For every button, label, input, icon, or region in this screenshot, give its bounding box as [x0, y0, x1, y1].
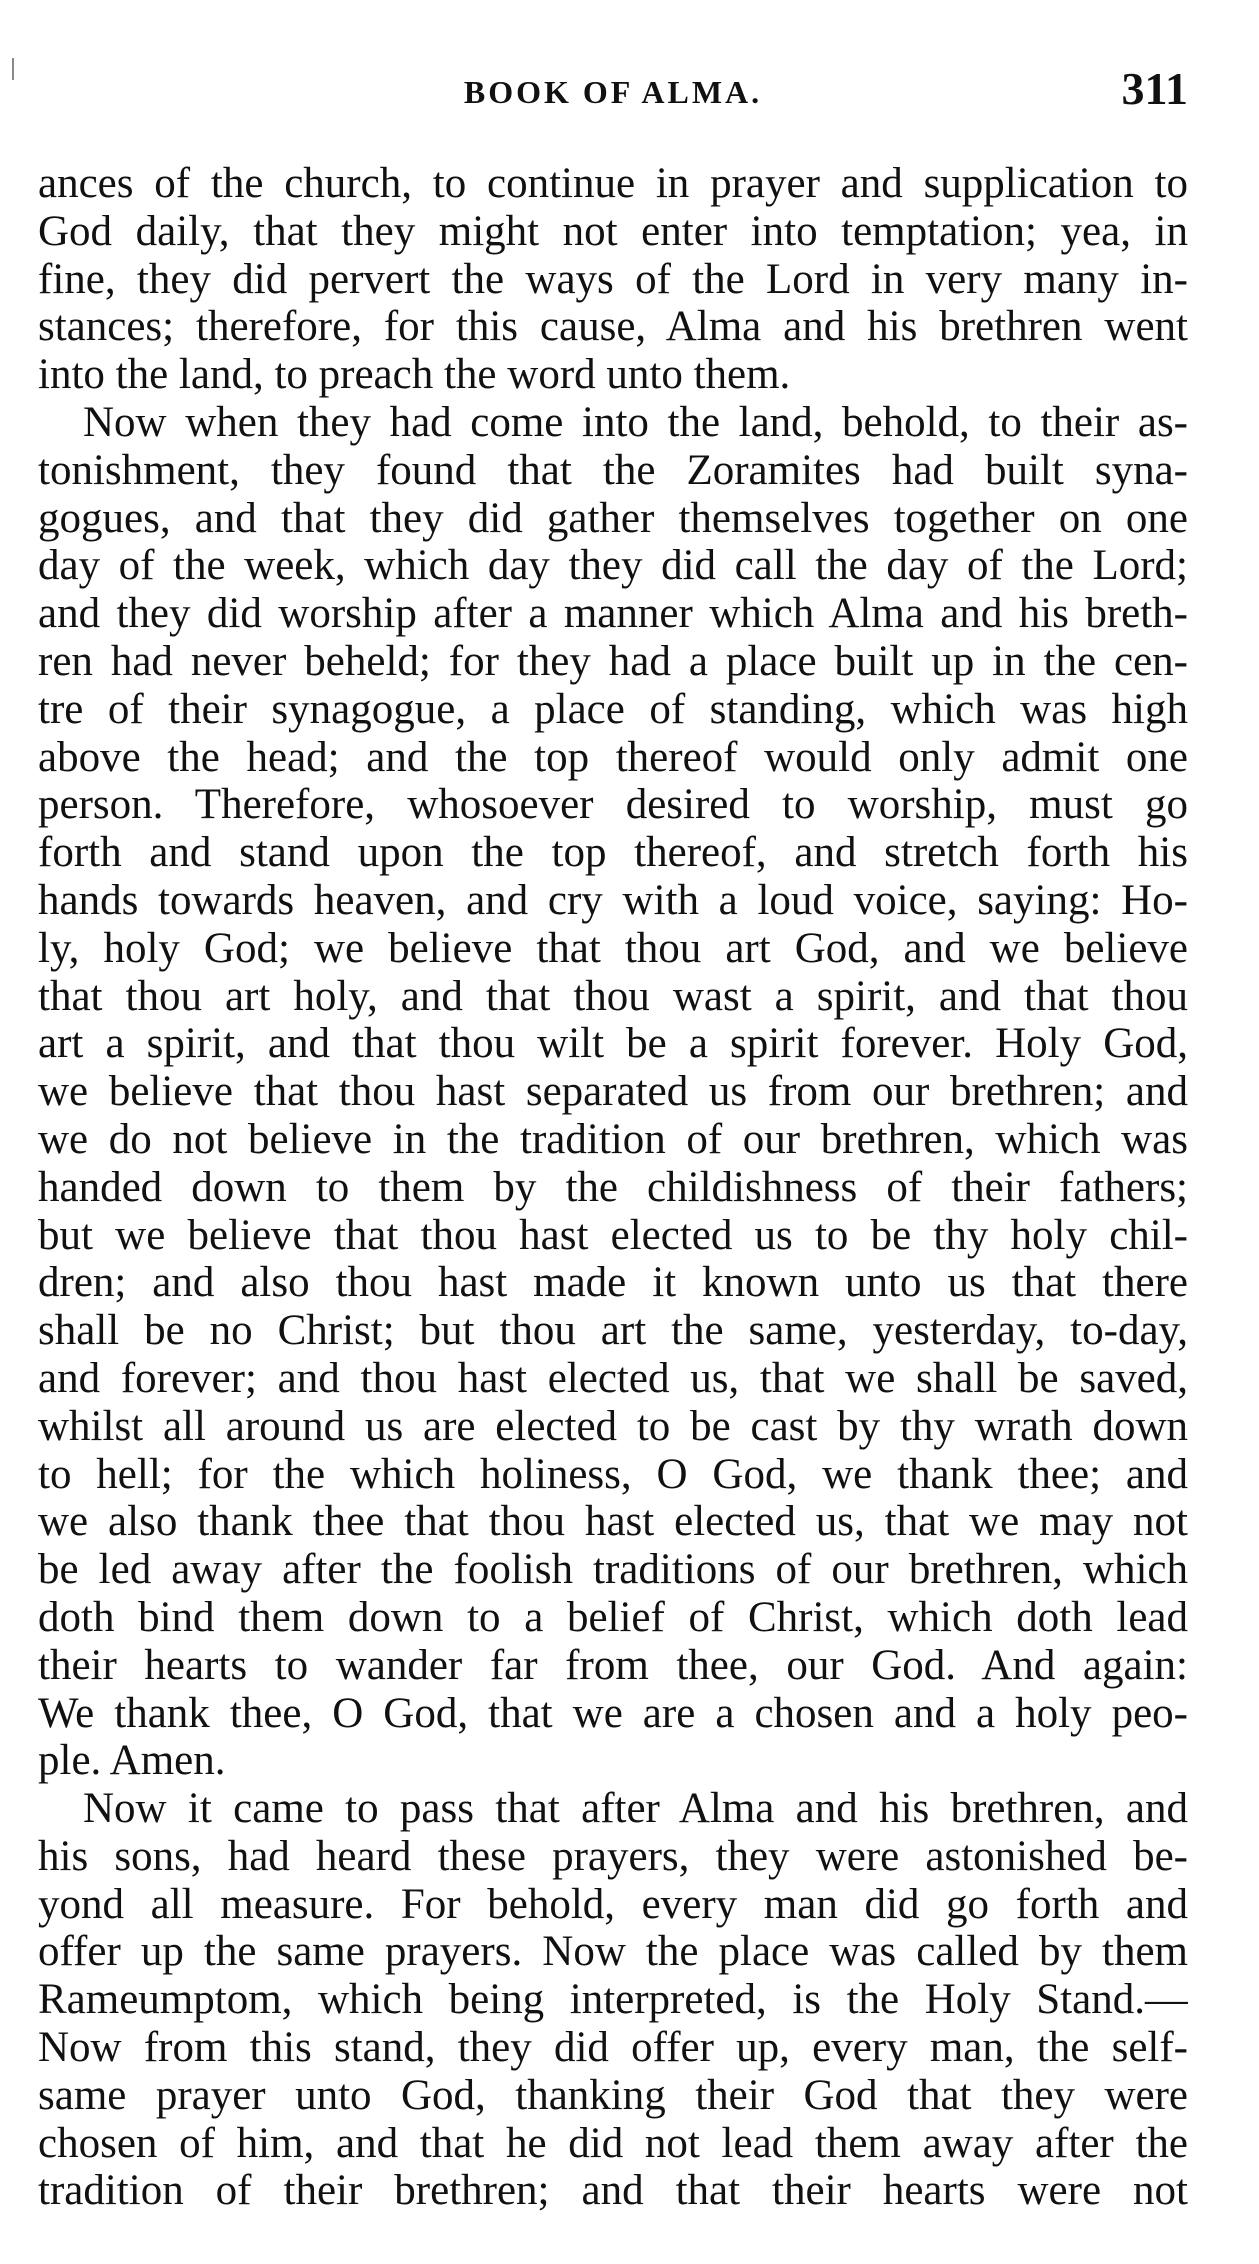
text-line: we also thank thee that thou hast elected us, that we may not — [38, 1498, 1188, 1546]
text-line: art a spirit, and that thou wilt be a spirit forever. Holy God, — [38, 1020, 1188, 1068]
text-line: day of the week, which day they did call the day of the Lord; — [38, 542, 1188, 590]
body-text — [38, 160, 1188, 2215]
text-line: whilst all around us are elected to be cast by thy wrath down — [38, 1402, 1188, 1450]
text-line: tonishment, they found that the Zoramites had built syna- — [38, 446, 1188, 494]
page-header — [38, 60, 1188, 120]
text-line: shall be no Christ; but thou art the same, yesterday, to-day, — [38, 1307, 1188, 1355]
text-line: we believe that thou hast separated us from our brethren; and — [38, 1068, 1188, 1116]
text-line: ren had never beheld; for they had a place built up in the cen- — [38, 637, 1188, 685]
text-line: gogues, and that they did gather themselves together on one — [38, 494, 1188, 542]
text-line: their hearts to wander far from thee, our God. And again: — [38, 1641, 1188, 1689]
text-line: ances of the church, to continue in prayer and supplication to — [38, 160, 1188, 207]
text-line: ple. Amen. — [38, 1737, 226, 1785]
text-line: offer up the same prayers. Now the place was called by them — [38, 1928, 1188, 1976]
text-line: we do not believe in the tradition of our brethren, which was — [38, 1115, 1188, 1163]
text-line: Rameumptom, which being interpreted, is the Holy Stand.— — [38, 1976, 1188, 2024]
text-line: be led away after the foolish traditions of our brethren, which — [38, 1546, 1188, 1594]
text-line: and they did worship after a manner which Alma and his breth- — [38, 590, 1188, 638]
text-line: tre of their synagogue, a place of standing, which was high — [38, 685, 1188, 733]
text-line: tradition of their brethren; and that their hearts were not — [38, 2167, 1188, 2215]
text-line: same prayer unto God, thanking their God that they were — [38, 2071, 1188, 2119]
text-line: handed down to them by the childishness of their fathers; — [38, 1163, 1188, 1211]
page-edge-mark — [12, 58, 14, 80]
text-line: but we believe that thou hast elected us to be thy holy chil- — [38, 1211, 1188, 1259]
text-line: his sons, had heard these prayers, they were astonished be- — [38, 1832, 1188, 1880]
text-line: that thou art holy, and that thou wast a spirit, and that thou — [38, 972, 1188, 1020]
text-line: Now from this stand, they did offer up, every man, the self- — [38, 2024, 1188, 2072]
text-line: to hell; for the which holiness, O God, we thank thee; and — [38, 1450, 1188, 1498]
text-line: ly, holy God; we believe that thou art God, and we believe — [38, 924, 1188, 972]
text-line: Now it came to pass that after Alma and his brethren, and — [83, 1785, 1188, 1833]
text-line: dren; and also thou hast made it known unto us that there — [38, 1259, 1188, 1307]
running-title: BOOK OF ALMA. — [463, 74, 763, 110]
text-line: into the land, to preach the word unto them. — [38, 351, 791, 399]
text-line: God daily, that they might not enter into temptation; yea, in — [38, 207, 1188, 255]
text-line: person. Therefore, whosoever desired to worship, must go — [38, 781, 1188, 829]
text-line: and forever; and thou hast elected us, that we shall be saved, — [38, 1354, 1188, 1402]
text-line: forth and stand upon the top thereof, and stretch forth his — [38, 829, 1188, 877]
page-number: 311 — [1121, 63, 1188, 114]
text-line: hands towards heaven, and cry with a loud voice, saying: Ho- — [38, 876, 1188, 924]
text-line: We thank thee, O God, that we are a chosen and a holy peo- — [38, 1689, 1188, 1737]
text-line: Now when they had come into the land, behold, to their as- — [83, 398, 1188, 446]
text-line: fine, they did pervert the ways of the Lord in very many in- — [38, 255, 1188, 303]
text-line: stances; therefore, for this cause, Alma and his brethren went — [38, 303, 1188, 351]
text-line: above the head; and the top thereof would only admit one — [38, 733, 1188, 781]
text-line: doth bind them down to a belief of Christ, which doth lead — [38, 1593, 1188, 1641]
text-line: yond all measure. For behold, every man did go forth and — [38, 1880, 1188, 1928]
text-line: chosen of him, and that he did not lead them away after the — [38, 2119, 1188, 2167]
